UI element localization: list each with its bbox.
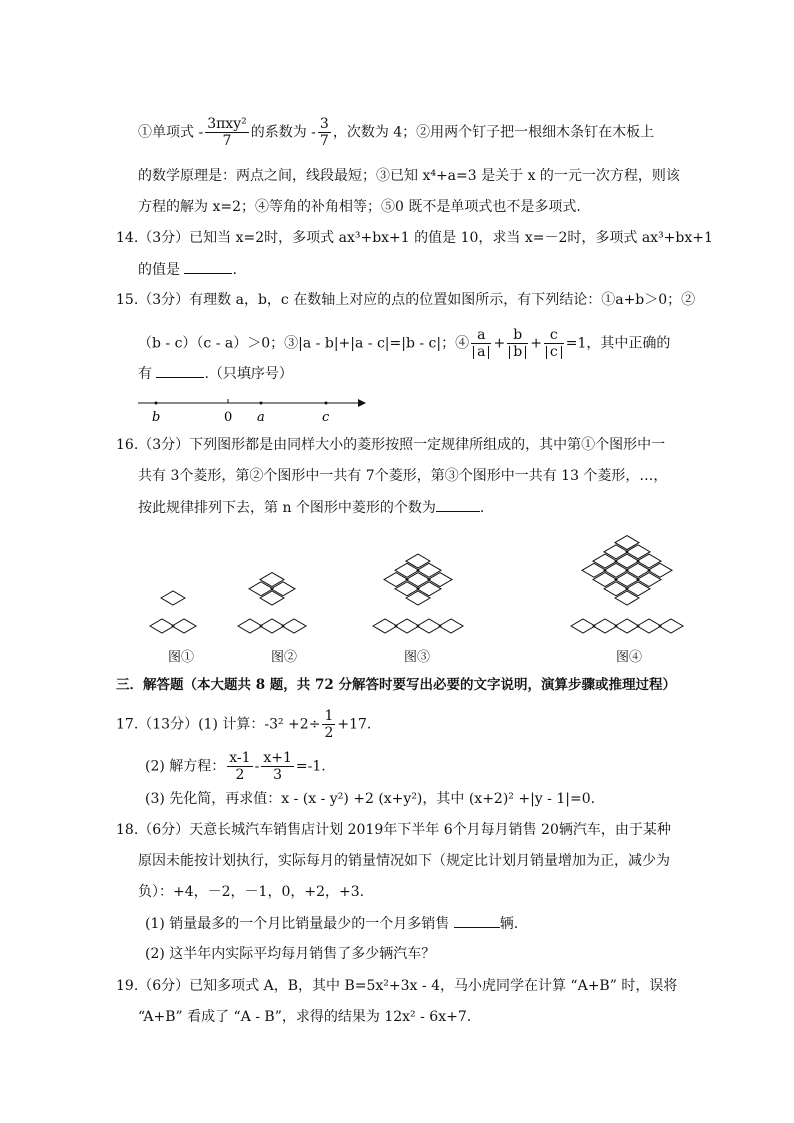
figure-2-rhombus-3 [260, 591, 284, 605]
q16-line-1: 16.（3分）下列图形都是由同样大小的菱形按照一定规律所组成的，其中第①个图形中一 [116, 437, 666, 453]
q15-answer-blank[interactable] [156, 363, 204, 378]
figure-2-rhombus-1 [260, 619, 284, 633]
caption-figure-3: 图③ [404, 650, 431, 665]
figure-2-rhombus-6 [260, 573, 284, 587]
figure-3-rhombus-0 [373, 619, 397, 633]
fraction-b-over-abs-b: $\frac{b}{b}$ [507, 327, 528, 360]
fraction-a-over-abs-a: $\frac{a}{a}$ [471, 327, 491, 360]
q16-line-3: 按此规律排列下去，第 n 个图形中菱形的个数为 . [138, 497, 484, 518]
q14-answer-blank[interactable] [184, 259, 232, 274]
q14-line-2: 的值是 . [138, 259, 237, 280]
figure-3-rhombus-2 [417, 619, 441, 633]
figure-2-rhombus-4 [249, 582, 273, 596]
q18-line-2: 原因未能按计划执行，实际每月的销量情况如下（规定比计划月销量增加为正，减少为 [138, 853, 670, 869]
fraction-x-minus-1-over-2: $\frac{x-1}{2}$ [229, 750, 251, 783]
caption-figure-2: 图② [271, 650, 298, 665]
fraction-one-half: $\frac{1}{2}$ [324, 708, 334, 741]
q19-line-2: “A+B” 看成了 “A - B”，求得的结果为 12x² - 6x+7. [138, 1009, 472, 1025]
figure-4-rhombus-0 [571, 619, 595, 633]
fraction-x-plus-1-over-3: $\frac{x+1}{3}$ [263, 750, 292, 783]
label-zero: 0 [224, 410, 233, 425]
figure-4-rhombus-1 [593, 619, 617, 633]
figure-4-rhombus-4 [659, 619, 683, 633]
figure-3-rhombus-7 [417, 582, 441, 596]
figure-4-rhombus-6 [604, 582, 628, 596]
figure-4-rhombus-9 [626, 582, 650, 596]
figure-4-rhombus-16 [604, 545, 628, 559]
figure-4-rhombus-18 [637, 554, 661, 568]
q15-line-3: 有 .（只填序号） [138, 363, 293, 384]
figure-3-rhombus-9 [395, 563, 419, 577]
q19-line-1: 19.（6分）已知多项式 A，B，其中 B=5x²+3x - 4，马小虎同学在计算 “A+B” 时，误将 [116, 978, 678, 994]
figure-4-rhombus-3 [637, 619, 661, 633]
figure-4-rhombus-8 [582, 563, 606, 577]
figure-1-rhombus-0 [150, 619, 174, 633]
q13-line-3: 方程的解为 x=2；④等角的补角相等；⑤0 既不是单项式也不是多项式. [138, 199, 581, 215]
q17-line-1: 17.（13分）(1) 计算：-3² +2÷ $\frac{1}{2}$ +17. [116, 708, 372, 741]
label-a: a [257, 410, 265, 425]
fraction-c-over-abs-c: $\frac{c}{c}$ [544, 327, 564, 360]
caption-figure-4: 图④ [616, 650, 643, 665]
q18-line-5: (2) 这半年内实际平均每月销售了多少辆汽车？ [145, 946, 436, 962]
section-3-heading: 三．解答题（本大题共 8 题，共 72 分解答时要写出必要的文字说明，演算步骤或推理过程） [116, 677, 676, 693]
figure-2-rhombus-5 [271, 582, 295, 596]
figure-4-rhombus-17 [648, 563, 672, 577]
figure-4-rhombus-14 [626, 563, 650, 577]
q15-line-1: 15.（3分）有理数 a，b，c 在数轴上对应的点的位置如图所示，有下列结论：①a+b＞0；② [116, 292, 696, 308]
number-line-arrow [358, 399, 366, 407]
q16-line-2: 共有 3个菱形，第②个图形中一共有 7个菱形，第③个图形中一共有 13 个菱形，…， [138, 468, 668, 484]
figure-4-rhombus-10 [615, 573, 639, 587]
rhombus-pattern-figures [0, 525, 794, 645]
figure-4-rhombus-11 [604, 563, 628, 577]
point-b [155, 402, 158, 405]
figure-3-rhombus-1 [395, 619, 419, 633]
point-a [260, 402, 263, 405]
figure-3-rhombus-4 [406, 591, 430, 605]
point-c [325, 402, 328, 405]
figure-2-rhombus-2 [282, 619, 306, 633]
q18-line-4: (1) 销量最多的一个月比销量最少的一个月多销售 辆. [145, 913, 518, 934]
q13-line-1: ①单项式 - $\frac{\text{3πxy²}}{7}$ 的系数为 - $\frac{3}{7}$ ，次数为 4；②用两个钉子把一根细木条钉在木板上 [138, 116, 655, 149]
figure-4-rhombus-5 [615, 591, 639, 605]
q17-line-2: (2) 解方程： $\frac{x-1}{2}$ - $\frac{x+1}{3}$ =-1. [145, 750, 326, 783]
q18-line-3: 负）：+4，－2，－1，0，+2，+3. [138, 884, 365, 900]
figure-4-rhombus-15 [615, 554, 639, 568]
q18-answer-blank[interactable] [454, 913, 500, 928]
monomial-fraction: $\frac{\text{3πxy²}}{7}$ [207, 116, 247, 149]
figure-4-rhombus-7 [593, 573, 617, 587]
figure-4-rhombus-12 [593, 554, 617, 568]
caption-figure-1: 图① [168, 650, 195, 665]
figure-3-rhombus-12 [406, 554, 430, 568]
figure-3-rhombus-5 [395, 582, 419, 596]
figure-4-rhombus-13 [637, 573, 661, 587]
number-line-figure [130, 392, 375, 428]
figure-3-rhombus-8 [406, 573, 430, 587]
figure-1-rhombus-2 [161, 591, 185, 605]
figure-4-rhombus-19 [626, 545, 650, 559]
figure-3-rhombus-10 [428, 573, 452, 587]
label-b: b [152, 410, 161, 425]
q16-answer-blank[interactable] [436, 497, 480, 512]
figure-2-rhombus-0 [238, 619, 262, 633]
q18-line-1: 18.（6分）天意长城汽车销售店计划 2019年下半年 6个月每月销售 20辆汽车，由于某种 [116, 822, 671, 838]
coefficient-fraction: $\frac{3}{7}$ [319, 116, 329, 149]
figure-1-rhombus-1 [172, 619, 196, 633]
figure-4-rhombus-2 [615, 619, 639, 633]
label-c: c [322, 410, 330, 425]
q17-line-3: (3) 先化简，再求值：x - (x - y²) +2 (x+y²)，其中 (x+2)² +|y - 1|=0. [145, 791, 596, 807]
q14-line-1: 14.（3分）已知当 x=2时，多项式 ax³+bx+1 的值是 10，求当 x=－2时，多项式 ax³+bx+1 [116, 230, 713, 246]
q13-line-2: 的数学原理是：两点之间，线段最短；③已知 x⁴+a=3 是关于 x 的一元一次方程，则该 [138, 168, 680, 184]
figure-3-rhombus-11 [417, 563, 441, 577]
figure-3-rhombus-3 [439, 619, 463, 633]
figure-3-rhombus-6 [384, 573, 408, 587]
figure-4-rhombus-20 [615, 536, 639, 550]
q15-line-2: （b - c）（c - a）＞0；③|a - b|+|a - c|=|b - c|；④ $\frac{a}{a}$ + $\frac{b}{b}$ + $\frac{c}{c}$ =1，其中正确的 [138, 327, 671, 360]
